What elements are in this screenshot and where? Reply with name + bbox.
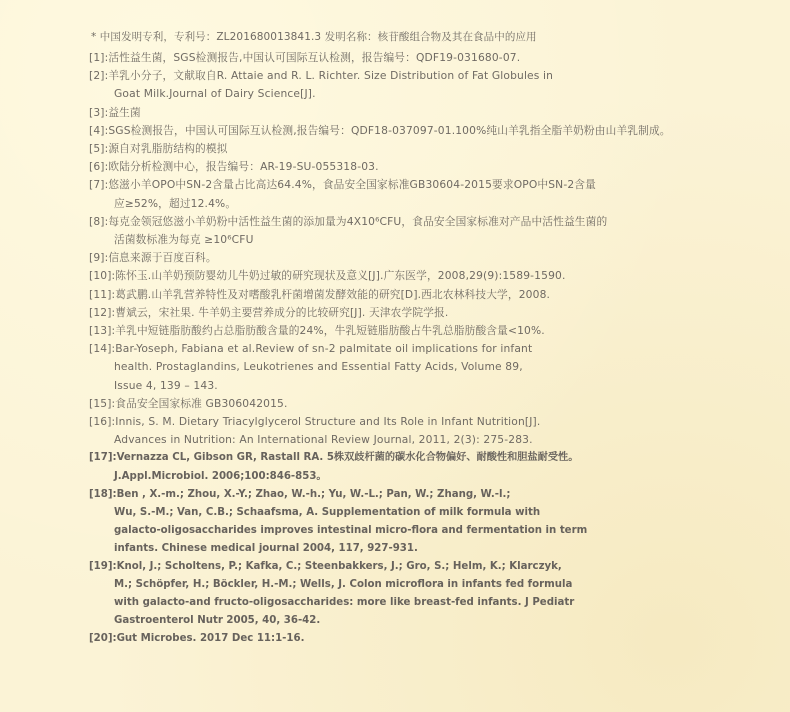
reference-continuation-line: M.; Schöpfer, H.; Böckler, H.-M.; Wells, J. Colon microflora in infants fed formula <box>114 579 573 591</box>
reference-line: [8]:每克金领冠悠滋小羊奶粉中活性益生菌的添加量为4X10⁶CFU，食品安全国家标准对产品中活性益生菌的 <box>89 214 608 228</box>
reference-item <box>89 558 750 630</box>
reference-continuation-line: 活菌数标准为每克 ≥10⁶CFU <box>114 233 254 247</box>
reference-item <box>89 395 750 413</box>
reference-list <box>89 49 750 649</box>
reference-line: [19]:Knol, J.; Scholtens, P.; Kafka, C.; Steenbakkers, J.; Gro, S.; Helm, K.; Klarczyk, <box>89 561 562 573</box>
reference-line: [7]:悠滋小羊OPO中SN-2含量占比高达64.4%，食品安全国家标准GB30604-2015要求OPO中SN-2含量 <box>89 178 596 192</box>
reference-line: [11]:葛武鹏.山羊乳营养特性及对嗜酸乳杆菌增菌发酵效能的研究[D].西北农林科技大学，2008. <box>89 287 551 301</box>
reference-continuation-line: Issue 4, 139 – 143. <box>114 378 218 392</box>
reference-continuation-line: Gastroenterol Nutr 2005, 40, 36-42. <box>114 615 321 627</box>
reference-item <box>89 213 750 249</box>
reference-item <box>89 486 750 558</box>
reference-line: [15]:食品安全国家标准 GB306042015. <box>89 396 288 410</box>
patent-note: * 中国发明专利，专利号：ZL201680013841.3 发明名称：核苷酸组合物及其在食品中的应用 <box>91 31 537 43</box>
reference-item <box>89 176 750 212</box>
reference-continuation-line: infants. Chinese medical journal 2004, 117, 927-931. <box>114 542 418 554</box>
reference-continuation-line: Goat Milk.Journal of Dairy Science[J]. <box>114 87 316 101</box>
reference-line: [5]:源自对乳脂肪结构的模拟 <box>89 142 228 156</box>
reference-line: [16]:Innis, S. M. Dietary Triacylglycerol Structure and Its Role in Infant Nutrition[J]. <box>89 415 541 429</box>
reference-line: [20]:Gut Microbes. 2017 Dec 11:1-16. <box>89 633 305 645</box>
reference-continuation-line: Wu, S.-M.; Van, C.B.; Schaafsma, A. Supplementation of milk formula with <box>114 506 541 518</box>
reference-line: [13]:羊乳中短链脂肪酸约占总脂肪酸含量的24%，牛乳短链脂肪酸占牛乳总脂肪酸含量<10%. <box>89 324 545 338</box>
reference-item <box>89 630 750 648</box>
reference-line: [2]:羊乳小分子，文献取自R. Attaie and R. L. Richter. Size Distribution of Fat Globules in <box>89 69 554 83</box>
reference-item <box>89 158 750 176</box>
reference-item <box>89 49 750 67</box>
reference-item <box>89 304 750 322</box>
reference-continuation-line: with galacto-and fructo-oligosaccharides: more like breast-fed infants. J Pediatr <box>114 597 575 609</box>
reference-line: [9]:信息来源于百度百科。 <box>89 251 217 265</box>
reference-line: [12]:曹斌云，宋社果. 牛羊奶主要营养成分的比较研究[J]. 天津农学院学报. <box>89 305 449 319</box>
reference-continuation-line: 应≥52%，超过12.4%。 <box>114 196 237 210</box>
reference-item <box>89 267 750 285</box>
reference-item <box>89 249 750 267</box>
reference-item <box>89 449 750 485</box>
reference-item <box>89 104 750 122</box>
reference-line: [1]:活性益生菌，SGS检测报告,中国认可国际互认检测，报告编号：QDF19-031680-07. <box>89 51 521 64</box>
reference-continuation-line: J.Appl.Microbiol. 2006;100:846-853。 <box>114 470 327 482</box>
reference-line: [10]:陈怀玉.山羊奶预防婴幼儿牛奶过敏的研究现状及意义[J].广东医学，2008,29(9):1589-1590. <box>89 269 566 283</box>
reference-item <box>89 67 750 103</box>
reference-line: [14]:Bar-Yoseph, Fabiana et al.Review of sn-2 palmitate oil implications for infant <box>89 342 533 356</box>
reference-item <box>89 340 750 395</box>
reference-continuation-line: health. Prostaglandins, Leukotrienes and Essential Fatty Acids, Volume 89, <box>114 360 523 374</box>
reference-continuation-line: galacto-oligosaccharides improves intestinal micro-flora and fermentation in term <box>114 524 588 536</box>
reference-item <box>89 140 750 158</box>
reference-item <box>89 286 750 304</box>
reference-continuation-line: Advances in Nutrition: An International Review Journal, 2011, 2(3): 275-283. <box>114 433 533 447</box>
reference-item <box>89 122 750 140</box>
reference-line: [6]:欧陆分析检测中心，报告编号：AR-19-SU-055318-03. <box>89 160 379 174</box>
reference-item <box>89 322 750 340</box>
reference-item <box>89 413 750 449</box>
reference-line: [3]:益生菌 <box>89 105 141 119</box>
reference-line: [18]:Ben , X.-m.; Zhou, X.-Y.; Zhao, W.-h.; Yu, W.-L.; Pan, W.; Zhang, W.-l.; <box>89 488 511 500</box>
reference-line: [17]:Vernazza CL, Gibson GR, Rastall RA. 5株双歧杆菌的碳水化合物偏好、耐酸性和胆盐耐受性。 <box>89 452 579 464</box>
reference-line: [4]:SGS检测报告，中国认可国际互认检测,报告编号：QDF18-037097-01.100%纯山羊乳指全脂羊奶粉由山羊乳制成。 <box>89 123 671 137</box>
